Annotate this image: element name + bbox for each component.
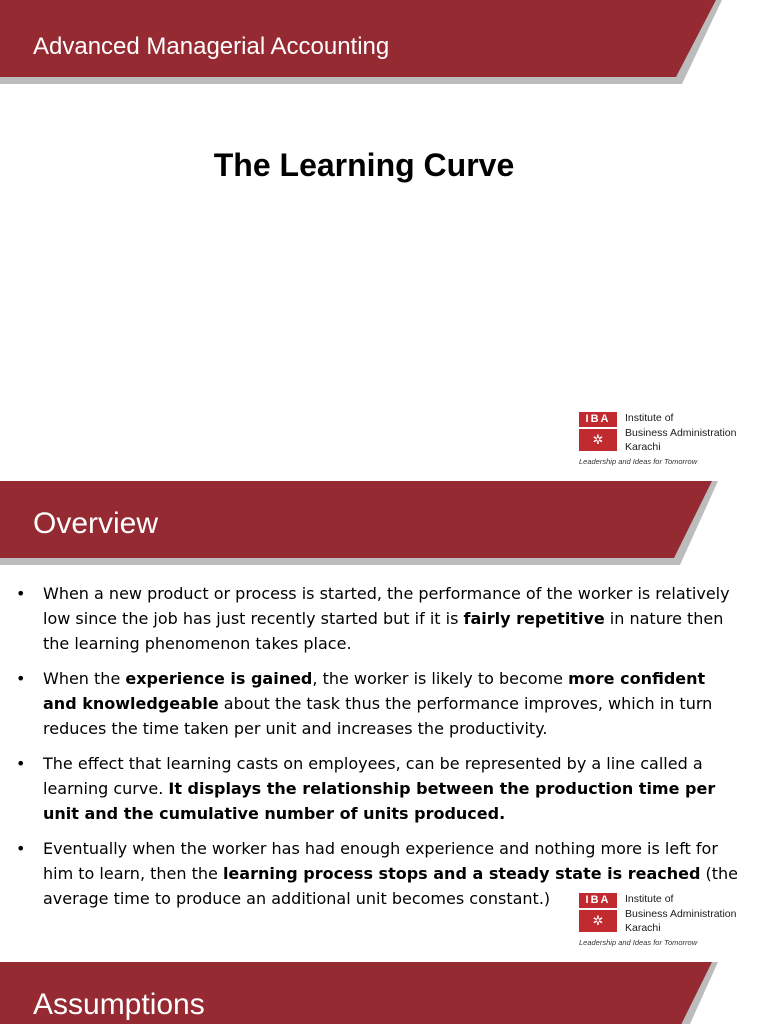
slide-overview: [0, 481, 768, 962]
bullet-text: The effect that learning casts on employees, can be represented by a line called a learning curve.: [43, 754, 703, 798]
logo-name-line: Karachi: [625, 922, 661, 934]
iba-logo-tagline: Leadership and Ideas for Tomorrow: [579, 457, 698, 466]
logo-name-line: Institute of: [625, 412, 674, 424]
iba-emblem-icon: ✲: [579, 910, 617, 932]
iba-logo-name: [625, 892, 736, 936]
bullet-text: in nature then the learning phenomenon takes place.: [43, 609, 724, 653]
logo-name-line: Karachi: [625, 441, 661, 453]
bullet-item: [43, 751, 740, 826]
slide-title: [0, 0, 768, 481]
header-banner: [0, 0, 768, 84]
slide-heading: Overview: [33, 507, 159, 540]
bullet-item: [43, 581, 740, 656]
slide-assumptions: [0, 962, 768, 1024]
bullet-emphasis: It displays the relationship between the production time per unit and the cumulative number of units produced.: [43, 779, 716, 823]
bullet-text: When a new product or process is started, the performance of the worker is relatively low since the job has just recently started but if it is: [43, 584, 730, 628]
overview-bullets: [0, 581, 740, 921]
bullet-text: When the: [43, 669, 126, 688]
iba-logo-mark: [579, 893, 617, 933]
bullet-emphasis: experience is gained: [125, 669, 313, 688]
bullet-text: , the worker is likely to become: [312, 669, 569, 688]
bullet-emphasis: fairly repetitive: [463, 609, 605, 628]
iba-logo-letters: IBA: [579, 412, 617, 427]
logo-name-line: Business Administration: [625, 426, 737, 439]
course-title: Advanced Managerial Accounting: [33, 33, 390, 60]
logo-name-line: Business Administration: [625, 907, 737, 920]
header-banner: [0, 962, 768, 1024]
iba-logo-name: [625, 411, 736, 455]
bullet-text: about the task thus the performance improves, which in turn reduces the time taken per unit and increases the productivity.: [43, 694, 713, 738]
slide-heading: Assumptions: [33, 988, 205, 1021]
iba-emblem-icon: ✲: [579, 429, 617, 451]
iba-logo: [579, 893, 749, 953]
bullet-text: (the average time to produce an additional unit becomes constant.): [43, 864, 739, 908]
bullet-item: [43, 666, 740, 741]
header-banner: [0, 481, 768, 565]
bullet-text: Eventually when the worker has had enough experience and nothing more is left for him to learn, then the: [43, 839, 718, 883]
iba-logo-letters: IBA: [579, 893, 617, 908]
iba-logo-tagline: Leadership and Ideas for Tomorrow: [579, 938, 698, 947]
bullet-emphasis: learning process stops and a steady state is reached: [222, 864, 701, 883]
slide-heading: The Learning Curve: [213, 147, 515, 183]
bullet-emphasis: more confident and knowledgeable: [43, 669, 706, 713]
iba-logo: [579, 412, 749, 472]
logo-name-line: Institute of: [625, 893, 674, 905]
iba-logo-mark: [579, 412, 617, 452]
